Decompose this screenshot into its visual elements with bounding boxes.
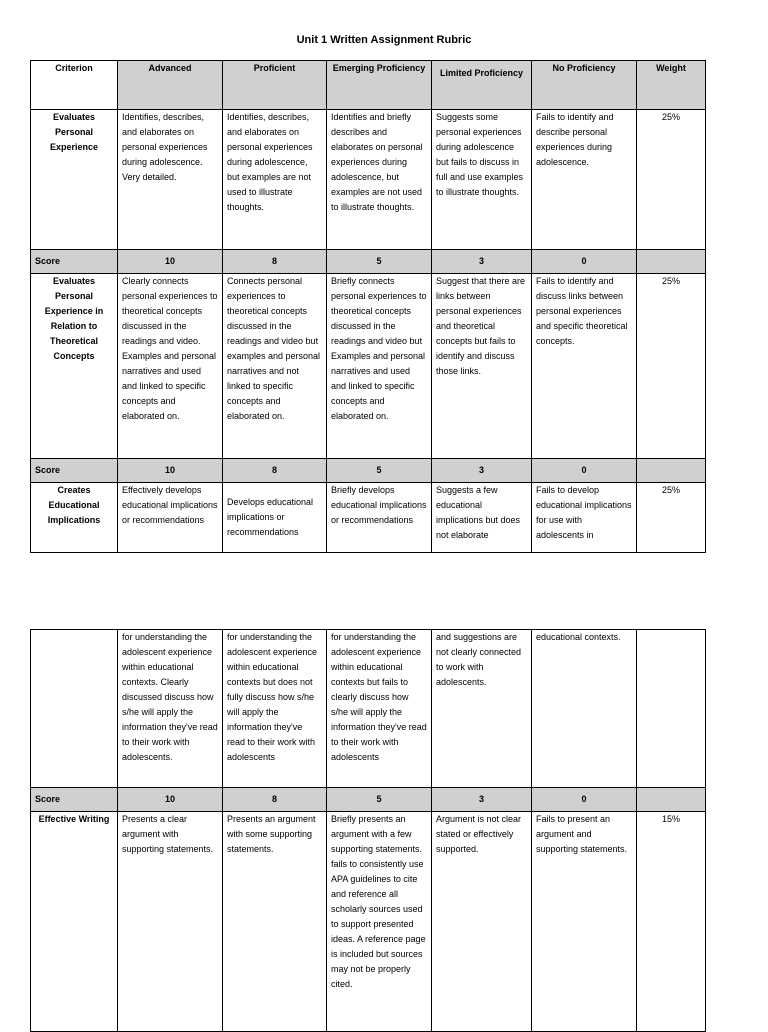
score-label: Score: [31, 250, 118, 274]
no-proficiency-cell: Fails to present an argument and supporting statements.: [532, 812, 637, 1032]
weight-cell: [637, 630, 706, 788]
score-weight-empty: [637, 788, 706, 812]
proficient-cell: Connects personal experiences to theoretical concepts discussed in the readings and video but examples and personal narratives and not linked to specific concepts and elaborated on.: [223, 274, 327, 459]
emerging-cell: for understanding the adolescent experience within educational contexts but fails to clearly discuss how s/he will apply the information they've read to their work with adolescents: [327, 630, 432, 788]
limited-cell: Argument is not clear stated or effectively supported.: [432, 812, 532, 1032]
rubric-row-personal-experience: [31, 110, 706, 250]
score-row: [31, 459, 706, 483]
score-limited: 3: [432, 250, 532, 274]
score-weight-empty: [637, 250, 706, 274]
score-proficient: 8: [223, 250, 327, 274]
criterion-cell: Evaluates Personal Experience: [31, 110, 118, 250]
proficient-cell: for understanding the adolescent experience within educational contexts but does not fully discuss how s/he will apply the information they've read to their work with adolescents: [223, 630, 327, 788]
rubric-row-educational-implications-continued: [31, 630, 706, 788]
document-title: Unit 1 Written Assignment Rubric: [296, 34, 472, 46]
score-advanced: 10: [118, 459, 223, 483]
emerging-cell: Briefly presents an argument with a few supporting statements. fails to consistently use APA guidelines to cite and reference all scholarly sources used to support presented ideas. A reference page is included but sources may not be properly cited.: [327, 812, 432, 1032]
advanced-cell: Clearly connects personal experiences to theoretical concepts discussed in the readings and video. Examples and personal narratives and used and linked to specific concepts and elaborated on.: [118, 274, 223, 459]
no-proficiency-cell: Fails to identify and describe personal experiences during adolescence.: [532, 110, 637, 250]
rubric-row-effective-writing: [31, 812, 706, 1032]
header-proficient: Proficient: [223, 61, 327, 110]
advanced-cell: Presents a clear argument with supporting statements.: [118, 812, 223, 1032]
limited-cell: and suggestions are not clearly connected to work with adolescents.: [432, 630, 532, 788]
score-label: Score: [31, 788, 118, 812]
no-proficiency-cell: educational contexts.: [532, 630, 637, 788]
header-row: [31, 61, 706, 110]
score-emerging: 5: [327, 788, 432, 812]
rubric-table-part-2: [30, 629, 706, 1032]
advanced-cell: Identifies, describes, and elaborates on personal experiences during adolescence. Very detailed.: [118, 110, 223, 250]
weight-cell: 25%: [637, 483, 706, 553]
criterion-cell: Evaluates Personal Experience in Relation to Theoretical Concepts: [31, 274, 118, 459]
limited-cell: Suggests a few educational implications but does not elaborate: [432, 483, 532, 553]
header-weight: Weight: [637, 61, 706, 110]
emerging-cell: Briefly develops educational implications or recommendations: [327, 483, 432, 553]
no-proficiency-cell: Fails to develop educational implications for use with adolescents in: [532, 483, 637, 553]
limited-cell: Suggest that there are links between personal experiences and theoretical concepts but fails to identify and discuss those links.: [432, 274, 532, 459]
score-advanced: 10: [118, 788, 223, 812]
score-no-proficiency: 0: [532, 788, 637, 812]
rubric-table-part-1: [30, 60, 706, 553]
header-criterion: Criterion: [31, 61, 118, 110]
score-row: [31, 788, 706, 812]
rubric-row-theoretical-concepts: [31, 274, 706, 459]
score-weight-empty: [637, 459, 706, 483]
criterion-cell: Effective Writing: [31, 812, 118, 1032]
proficient-cell: Identifies, describes, and elaborates on personal experiences during adolescence, but examples are not used to illustrate thoughts.: [223, 110, 327, 250]
score-limited: 3: [432, 459, 532, 483]
advanced-cell: for understanding the adolescent experience within educational contexts. Clearly discussed discuss how s/he will apply the information they've read to their work with adolescents.: [118, 630, 223, 788]
header-advanced: Advanced: [118, 61, 223, 110]
header-emerging-proficiency: Emerging Proficiency: [327, 61, 432, 110]
proficient-cell: Presents an argument with some supporting statements.: [223, 812, 327, 1032]
score-no-proficiency: 0: [532, 459, 637, 483]
score-label: Score: [31, 459, 118, 483]
score-row: [31, 250, 706, 274]
criterion-cell: Creates Educational Implications: [31, 483, 118, 553]
score-emerging: 5: [327, 459, 432, 483]
score-no-proficiency: 0: [532, 250, 637, 274]
header-no-proficiency: No Proficiency: [532, 61, 637, 110]
criterion-cell: [31, 630, 118, 788]
score-proficient: 8: [223, 788, 327, 812]
header-limited-proficiency: Limited Proficiency: [432, 61, 532, 110]
score-emerging: 5: [327, 250, 432, 274]
rubric-row-educational-implications: [31, 483, 706, 553]
proficient-cell: Develops educational implications or recommendations: [223, 483, 327, 553]
score-proficient: 8: [223, 459, 327, 483]
emerging-cell: Identifies and briefly describes and elaborates on personal experiences during adolescence, but examples are not used to illustrate thoughts.: [327, 110, 432, 250]
weight-cell: 15%: [637, 812, 706, 1032]
weight-cell: 25%: [637, 274, 706, 459]
no-proficiency-cell: Fails to identify and discuss links between personal experiences and specific theoretical concepts.: [532, 274, 637, 459]
limited-cell: Suggests some personal experiences during adolescence but fails to discuss in full and use examples to illustrate thoughts.: [432, 110, 532, 250]
score-limited: 3: [432, 788, 532, 812]
advanced-cell: Effectively develops educational implications or recommendations: [118, 483, 223, 553]
weight-cell: 25%: [637, 110, 706, 250]
emerging-cell: Briefly connects personal experiences to theoretical concepts discussed in the readings and video but Examples and personal narratives and used and linked to specific concepts and elaborated on.: [327, 274, 432, 459]
score-advanced: 10: [118, 250, 223, 274]
